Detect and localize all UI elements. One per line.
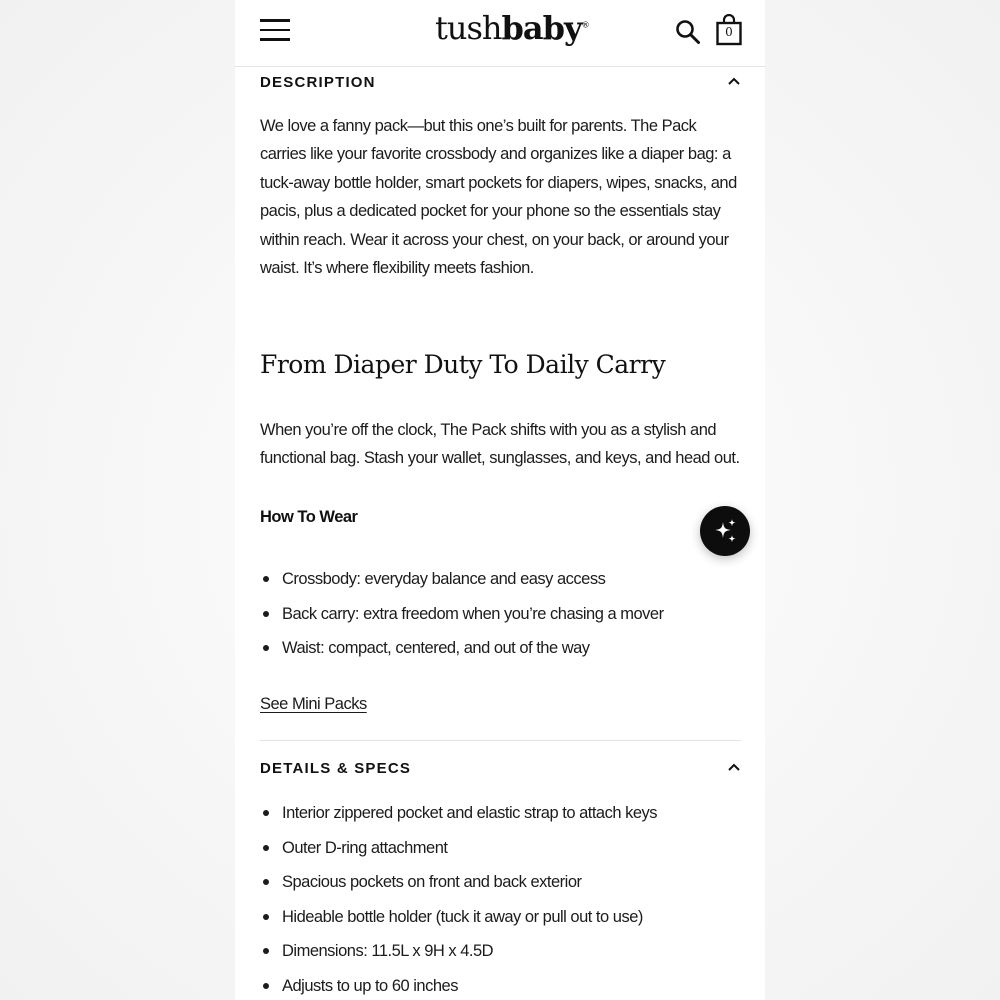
search-icon[interactable] bbox=[675, 19, 701, 45]
list-item: Back carry: extra freedom when you’re chasing a mover bbox=[260, 603, 745, 638]
details-specs-title: DETAILS & SPECS bbox=[260, 760, 412, 777]
description-accordion-header[interactable] bbox=[260, 66, 741, 100]
details-specs-list bbox=[260, 802, 745, 1000]
details-specs-accordion-header[interactable] bbox=[260, 752, 741, 786]
product-page bbox=[235, 0, 765, 1000]
list-item: Spacious pockets on front and back exterior bbox=[260, 871, 745, 906]
list-item: Hideable bottle holder (tuck it away or pull out to use) bbox=[260, 906, 745, 941]
list-item: Crossbody: everyday balance and easy access bbox=[260, 568, 745, 603]
section-heading: From Diaper Duty To Daily Carry bbox=[260, 350, 666, 379]
logo-text-light: tush bbox=[435, 9, 502, 47]
list-item: Outer D-ring attachment bbox=[260, 837, 745, 872]
sparkles-icon bbox=[711, 517, 739, 545]
shopping-bag-icon[interactable] bbox=[716, 14, 742, 46]
how-to-wear-list bbox=[260, 568, 745, 672]
description-paragraph: We love a fanny pack—but this one’s built for parents. The Pack carries like your favorite crossbody and organizes like a diaper bag: a tuck-away bottle holder, smart pockets for diapers, wipes, snacks, and pacis, plus a dedicated pocket for your phone so the essentials stay within reach. Wear it across your chest, on your back, or around your waist. It’s where flexibility meets fashion. bbox=[260, 117, 737, 278]
chevron-up-icon bbox=[727, 76, 741, 86]
description-paragraph-2: When you’re off the clock, The Pack shifts with you as a stylish and functional bag. Stash your wallet, sunglasses, and keys, and head out. bbox=[260, 421, 740, 468]
cart-count-badge: 0 bbox=[725, 25, 733, 39]
ai-assistant-button[interactable] bbox=[700, 506, 750, 556]
list-item: Interior zippered pocket and elastic strap to attach keys bbox=[260, 802, 745, 837]
site-header bbox=[235, 0, 765, 67]
hamburger-menu-icon[interactable] bbox=[260, 19, 290, 41]
description-title: DESCRIPTION bbox=[260, 74, 376, 91]
list-item: Waist: compact, centered, and out of the way bbox=[260, 637, 745, 672]
logo-text-bold: baby bbox=[501, 9, 582, 47]
logo-registered-mark: ® bbox=[581, 20, 589, 30]
brand-logo[interactable] bbox=[435, 9, 589, 47]
section-divider bbox=[260, 740, 741, 741]
list-item: Dimensions: 11.5L x 9H x 4.5D bbox=[260, 940, 745, 975]
how-to-wear-heading: How To Wear bbox=[260, 508, 358, 526]
list-item: Adjusts to up to 60 inches bbox=[260, 975, 745, 1000]
see-mini-packs-link[interactable]: See Mini Packs bbox=[260, 695, 367, 713]
chevron-up-icon bbox=[727, 762, 741, 772]
